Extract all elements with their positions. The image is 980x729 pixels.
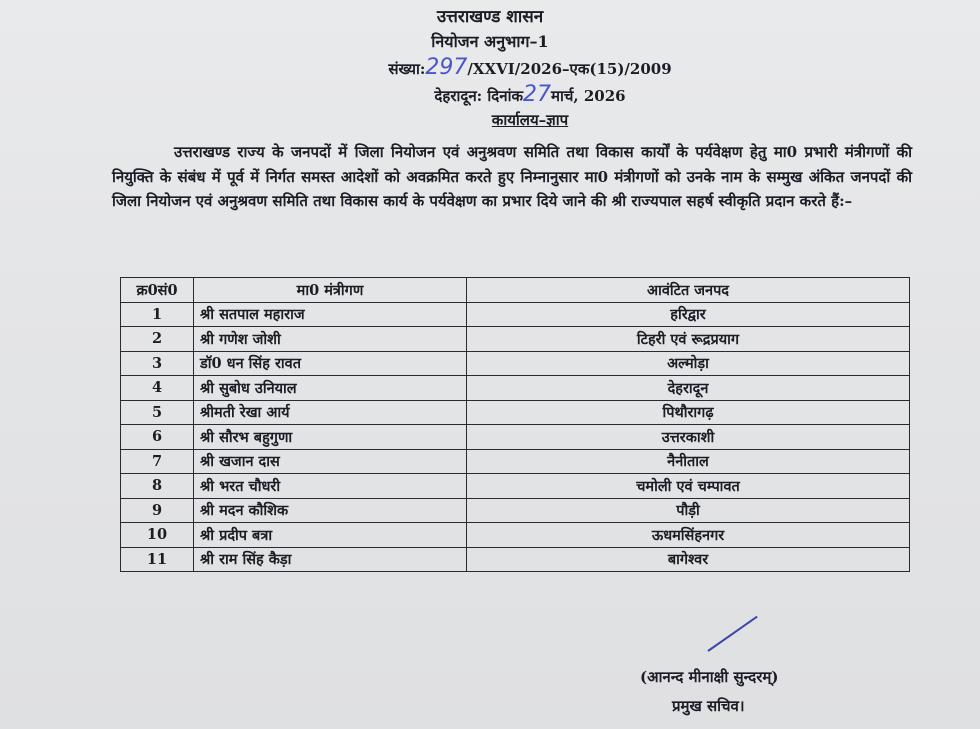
district-cell: पिथौरागढ़ xyxy=(467,400,910,425)
minister-cell: श्री सौरभ बहुगुणा xyxy=(194,425,467,450)
column-header-minister: मा0 मंत्रीगण xyxy=(194,278,467,303)
serial-cell: 2 xyxy=(121,327,194,352)
table-header-row xyxy=(121,278,910,303)
table-row xyxy=(121,449,910,474)
order-number-prefix: संख्या: xyxy=(388,60,426,78)
order-number-suffix: /XXVI/2026–एक(15)/2009 xyxy=(467,60,672,78)
document-title: कार्यालय–ज्ञाप xyxy=(491,111,569,129)
table-row xyxy=(121,351,910,376)
minister-cell: श्री प्रदीप बत्रा xyxy=(194,523,467,548)
government-name: उत्तराखण्ड शासन xyxy=(436,7,544,27)
serial-cell: 3 xyxy=(121,351,194,376)
district-cell: अल्मोड़ा xyxy=(467,351,910,376)
table-row xyxy=(121,425,910,450)
minister-cell: श्री मदन कौशिक xyxy=(194,498,467,523)
table-row xyxy=(121,302,910,327)
minister-cell: श्री गणेश जोशी xyxy=(194,327,467,352)
order-date-prefix: देहरादून: दिनांक xyxy=(434,87,523,105)
order-date xyxy=(40,82,980,107)
column-header-serial: क्र0सं0 xyxy=(121,278,194,303)
serial-cell: 9 xyxy=(121,498,194,523)
minister-cell: श्री सुबोध उनियाल xyxy=(194,376,467,401)
signature-mark xyxy=(707,616,757,652)
serial-cell: 5 xyxy=(121,400,194,425)
table-row xyxy=(121,547,910,572)
district-cell: चमोली एवं चम्पावत xyxy=(467,474,910,499)
serial-cell: 8 xyxy=(121,474,194,499)
district-cell: टिहरी एवं रूद्रप्रयाग xyxy=(467,327,910,352)
serial-cell: 6 xyxy=(121,425,194,450)
order-date-handwritten: 27 xyxy=(523,82,551,107)
section-name: नियोजन अनुभाग–1 xyxy=(431,32,549,51)
minister-cell: श्रीमती रेखा आर्य xyxy=(194,400,467,425)
serial-cell: 10 xyxy=(121,523,194,548)
district-cell: देहरादून xyxy=(467,376,910,401)
table-row xyxy=(121,376,910,401)
signatory-designation: प्रमुख सचिव। xyxy=(672,697,745,715)
table-row xyxy=(121,498,910,523)
district-cell: हरिद्वार xyxy=(467,302,910,327)
district-cell: ऊधमसिंहनगर xyxy=(467,523,910,548)
district-cell: पौड़ी xyxy=(467,498,910,523)
table-row xyxy=(121,400,910,425)
table-row xyxy=(121,474,910,499)
table-row xyxy=(121,523,910,548)
order-number xyxy=(40,55,980,80)
allocation-table xyxy=(120,277,910,572)
column-header-district: आवंटित जनपद xyxy=(467,278,910,303)
table-row xyxy=(121,327,910,352)
serial-cell: 1 xyxy=(121,302,194,327)
body-paragraph: उत्तराखण्ड राज्य के जनपदों में जिला नियोजन एवं अनुश्रवण समिति तथा विकास कार्यों के पर्यवेक्षण हेतु मा0 प्रभारी मंत्रीगणों की नियुक्ति के संबंध में पूर्व में निर्गत समस्त आदेशों को अवक्रमित करते हुए निम्नानुसार मा0 मंत्रीगणों को उनके नाम के सम्मुख अंकित जनपदों की जिला नियोजन एवं अनुश्रवण समिति तथा विकास कार्य के पर्यवेक्षण का प्रभार दिये जाने की श्री राज्यपाल सहर्ष स्वीकृति प्रदान करते हैं:– xyxy=(112,143,912,210)
district-cell: उत्तरकाशी xyxy=(467,425,910,450)
serial-cell: 4 xyxy=(121,376,194,401)
minister-cell: श्री खजान दास xyxy=(194,449,467,474)
minister-cell: श्री राम सिंह कैड़ा xyxy=(194,547,467,572)
minister-cell: श्री भरत चौधरी xyxy=(194,474,467,499)
signatory-name: (आनन्द मीनाक्षी सुन्दरम्) xyxy=(640,668,779,686)
minister-cell: श्री सतपाल महाराज xyxy=(194,302,467,327)
minister-cell: डॉ0 धन सिंह रावत xyxy=(194,351,467,376)
district-cell: बागेश्वर xyxy=(467,547,910,572)
order-date-suffix: मार्च, 2026 xyxy=(551,87,626,105)
serial-cell: 7 xyxy=(121,449,194,474)
serial-cell: 11 xyxy=(121,547,194,572)
order-number-handwritten: 297 xyxy=(425,55,468,80)
district-cell: नैनीताल xyxy=(467,449,910,474)
